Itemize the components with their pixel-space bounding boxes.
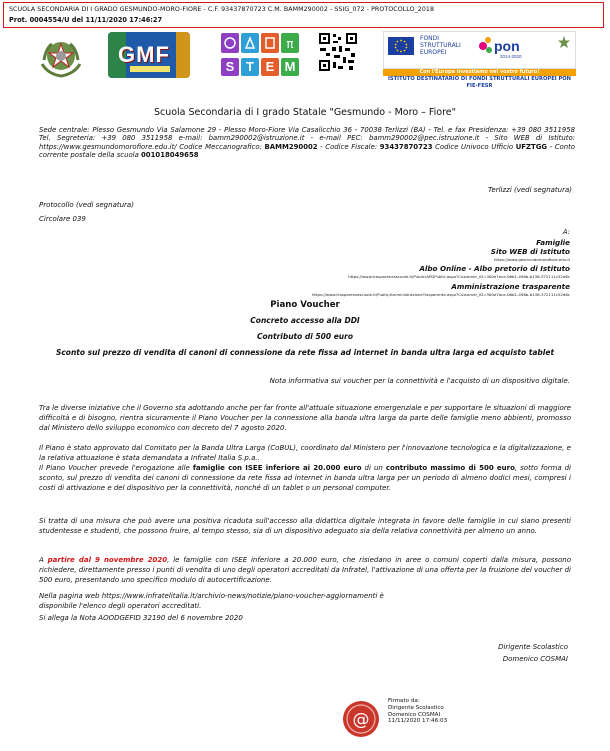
- conto-corrente: 001018049658: [141, 150, 199, 159]
- protocol-line-1: SCUOLA SECONDARIA DI I GRADO GESMUNDO-MORO-FIORE - C.F. 93437870723 C.M. BAMM290002 - SSIG_072 - PROTOCOLLO_2018: [9, 6, 435, 13]
- pon-band-slogan: Con l'Europa investiamo nel vostro futuro!: [383, 69, 576, 76]
- signature-role: Dirigente Scolastico: [498, 643, 568, 651]
- paragraph-5: A partire dal 9 novembre 2020, le famiglie con ISEE inferiore a 20.000 euro, che risiedano in aree o comuni coperti dalla misura, possono richiedere, direttamente presso i punti di vendita di uno degli operatori accreditati da Infratel, l'attivazione di una offerta per la fruizione del voucher di 500 euro, presentando uno specifico modulo di autocertificazione.: [39, 556, 572, 585]
- logo-strip: [0, 32, 610, 88]
- paragraph-2: Il Piano è stato approvato dal Comitato per la Banda Ultra Larga (CoBUL), coordinato dal Ministero per l'innovazione tecnologica e la digitalizzazione, e la relativa attuazione è stata demandata a Infratel Italia S.p.a..: [39, 444, 571, 463]
- eu-flag-icon: [388, 37, 414, 55]
- protocol-stamp: [3, 2, 604, 28]
- doc-subtitle-2: Contributo di 500 euro: [256, 332, 353, 341]
- pon-fondi-text: FONDI STRUTTURALI EUROPEI: [420, 35, 461, 56]
- gmf-logo: [108, 32, 190, 78]
- stem-letter-t: T: [241, 58, 259, 76]
- pon-banner: [383, 31, 576, 89]
- protocollo-ref: Protocollo (vedi segnatura): [39, 201, 134, 209]
- place-date: Terlizzi (vedi segnatura): [488, 186, 572, 194]
- paragraph-1: Tra le diverse iniziative che il Governo sta adottando anche per far fronte all'attuale situazione emergenziale e per supportare le situazioni di maggiore difficoltà e di bisogno, rientra sicuramente il Piano Voucher per la connessione alla banda ultra larga da parte delle famiglie meno abbienti, promosso dal Ministero dello sviluppo economico con decreto del 7 agosto 2020.: [39, 404, 571, 433]
- digital-signature-seal-icon: [342, 700, 380, 738]
- paragraph-4: Si tratta di una misura che può avere una positiva ricaduta sull'accesso alla didattica digitale integrata in favore delle famiglie in cui siano presenti studentesse e studenti, che possono fruire, al tempo stesso, sia di un dispositivo adeguato sia della relativa connettività per almeno un anno.: [39, 517, 571, 536]
- codice-fiscale: 93437870723: [379, 142, 433, 151]
- codice-meccanografico: BAMM290002: [264, 142, 318, 151]
- paragraph-3: Il Piano Voucher prevede l'erogazione alle famiglie con ISEE inferiore ai 20.000 euro di un contributo massimo di 500 euro, sotto forma di sconto, sul prezzo di vendita dei canoni di connessione da rete fissa ad internet in banda ultra larga per un periodo di almeno dodici mesi, compresi i costi di attivazione e del dispositivo per la connettività, nonché di un tablet o un personal computer.: [39, 464, 572, 493]
- stem-letter-s: S: [221, 58, 239, 76]
- svg-text:@: @: [352, 710, 370, 730]
- pon-years: 2014-2020: [500, 54, 522, 59]
- recipient-famiglie: Famiglie: [536, 238, 570, 247]
- recipient-albo-url: https://www.trasparenzascuole.it/Public/APDPublic.aspx?Customer_ID=300e7ace-06b1-496b-b136-372111c52d6c: [348, 274, 570, 279]
- codice-univoco: UFZTGG: [515, 142, 548, 151]
- doc-subtitle-3: Sconto sul prezzo di vendita di canoni di connessione da rete fissa ad internet in banda ultra larga ed acquisto tablet: [55, 348, 555, 357]
- qr-code-icon: [318, 32, 358, 72]
- recipient-amministrazione-url: https://www.trasparenzascuole.it/Public/AmministrazioneTrasparente.aspx?Customer_ID=300e7ace-06b1-496b-b136-372111c52d6c: [311, 292, 570, 297]
- stem-letter-m: M: [281, 58, 299, 76]
- paragraph-7: Si allega la Nota AOODGEFID 32190 del 6 novembre 2020: [39, 614, 243, 622]
- gmf-logo-text: GMF: [118, 42, 170, 67]
- circolare-number: Circolare 039: [39, 215, 86, 223]
- start-date-highlight: partire dal 9 novembre 2020: [47, 556, 168, 564]
- stem-logo: [220, 32, 302, 78]
- pon-band-destinatario: ISTITUTO DESTINATARIO DI FONDI STRUTTURALI EUROPEI PON FIE-FESR: [383, 76, 576, 83]
- italian-republic-emblem-icon: [36, 34, 86, 78]
- info-note: Nota informativa sui voucher per la connettività e l'acquisto di un dispositivo digitale.: [269, 377, 570, 385]
- svg-text:π: π: [286, 37, 294, 51]
- recipient-sito-url: https://www.gesmundomorofiore.edu.it: [493, 257, 570, 262]
- protocol-line-2: Prot. 0004554/U del 11/11/2020 17:46:27: [9, 16, 163, 24]
- doc-title: Piano Voucher: [270, 300, 340, 310]
- recipient-albo: Albo Online - Albo pretorio di Istituto: [419, 264, 570, 273]
- school-address: Sede centrale: Plesso Gesmundo Via Salamone 29 - Plesso Moro-Fiore Via Casalicchio 36 - 70038 Terlizzi (BA) - Tel. e fax Presidenza: +39 080 3511958 Tel. Segreteria: +39 080 3511958 e-mail: bamm290002@istruzione.it - e-mail PEC: bamm290002@pec.istruzione.it - Sito WEB di Istituto: https://www.gesmundomorofiore.edu.it/ Codice Meccanografico: BAMM290002 - Codice Fiscale: 93437870723 Codice Univoco Ufficio UFZTGG - Conto corrente postale della scuola 001018049658: [39, 126, 576, 159]
- stem-letter-e: E: [261, 58, 279, 76]
- recipient-amministrazione: Amministrazione trasparente: [451, 282, 570, 291]
- isee-threshold: famiglie con ISEE inferiore ai 20.000 euro: [192, 464, 362, 472]
- max-contribution: contributo massimo di 500 euro: [385, 464, 515, 472]
- signature-name: Domenico COSMAI: [502, 655, 568, 663]
- doc-subtitle-1: Concreto accesso alla DDI: [250, 316, 360, 325]
- recipient-sito: Sito WEB di Istituto: [490, 247, 570, 256]
- recipients-a: A:: [562, 228, 570, 236]
- pon-logo-text: pon: [494, 38, 520, 54]
- school-name: Scuola Secondaria di I grado Statale "Gesmundo - Moro – Fiore": [153, 107, 457, 118]
- pon-logo-icon: [476, 34, 524, 60]
- paragraph-6: Nella pagina web https://www.infratelitalia.it/archivio-news/notizie/piano-voucher-aggiornamenti è disponibile l'elenco degli operatori accreditati.: [39, 592, 384, 611]
- ministry-emblem-icon: [557, 35, 571, 51]
- digital-signature-info: Firmato da: Dirigente Scolastico Domenico COSMAI 11/11/2020 17:46:03: [388, 698, 448, 725]
